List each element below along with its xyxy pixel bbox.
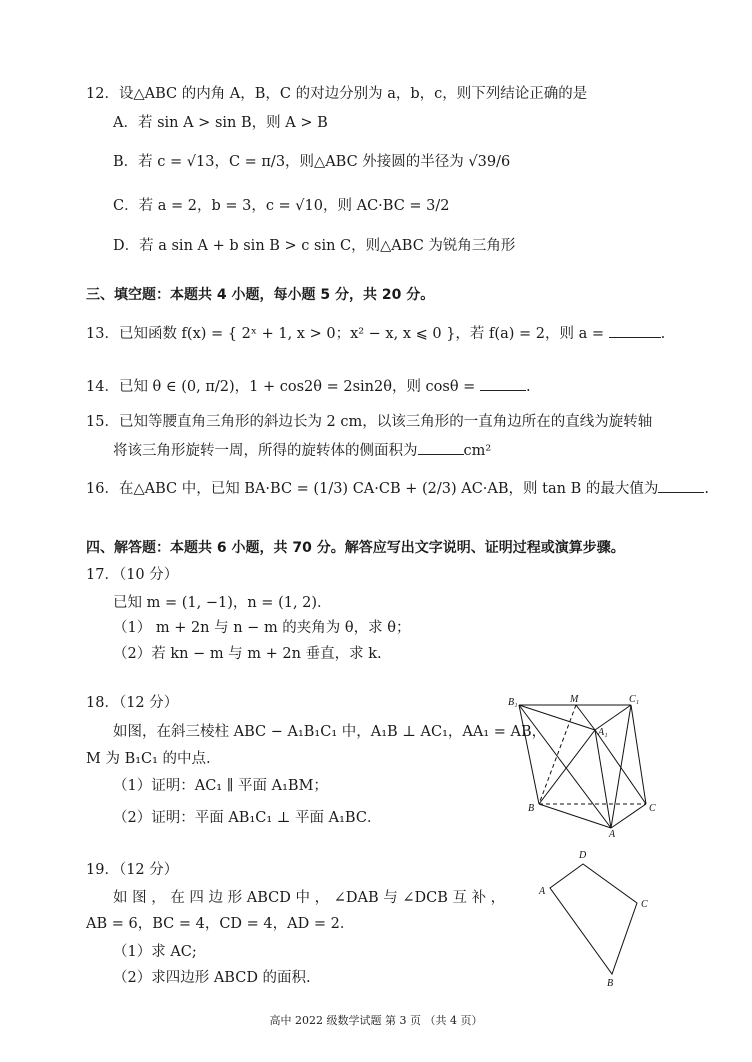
q14-end: . bbox=[525, 379, 531, 395]
q16 bbox=[86, 478, 709, 499]
q12-option-d: D．若 a sin A + b sin B > c sin C，则△ABC 为锐角三角形 bbox=[113, 238, 516, 254]
q19-part1: （1）求 AC; bbox=[113, 944, 197, 960]
q18-line1: 如图，在斜三棱柱 ABC − A₁B₁C₁ 中，A₁B ⊥ AC₁，AA₁ = AB， bbox=[113, 724, 547, 740]
section3-heading: 三、填空题：本题共 4 小题，每小题 5 分，共 20 分。 bbox=[86, 287, 435, 303]
quadrilateral-figure bbox=[535, 846, 660, 988]
q17-part1: （1） m + 2n 与 n − m 的夹角为 θ，求 θ； bbox=[113, 620, 411, 636]
q13 bbox=[86, 323, 665, 344]
q16-answer-blank[interactable] bbox=[658, 478, 704, 493]
q12-option-a: A．若 sin A > sin B，则 A > B bbox=[113, 115, 328, 131]
q17-title: 17．（10 分） bbox=[86, 567, 179, 583]
q19-line1: 如 图 ， 在 四 边 形 ABCD 中 ， ∠DAB 与 ∠DCB 互 补 ， bbox=[113, 890, 506, 906]
q15-unit: cm² bbox=[463, 443, 492, 459]
q15-answer-blank[interactable] bbox=[418, 440, 464, 455]
prism-label-a1: A₁ bbox=[598, 727, 608, 738]
q18-line2: M 为 B₁C₁ 的中点. bbox=[86, 751, 211, 767]
q13-text: 13．已知函数 f(x) = { 2ˣ + 1, x > 0；x² − x, x ⩽ 0 }，若 f(a) = 2，则 a = bbox=[86, 326, 604, 342]
q17-given: 已知 m = (1, −1)，n = (1, 2)． bbox=[113, 595, 332, 611]
prism-label-b: B bbox=[528, 803, 535, 814]
q19-part2: （2）求四边形 ABCD 的面积. bbox=[113, 970, 311, 986]
page-footer: 高中 2022 级数学试题 第 3 页 （共 4 页） bbox=[269, 1014, 483, 1027]
prism-label-m: M bbox=[570, 694, 579, 705]
q16-text: 16．在△ABC 中，已知 BA·BC = (1/3) CA·CB + (2/3) AC·AB，则 tan B 的最大值为 bbox=[86, 481, 659, 497]
prism-figure bbox=[505, 692, 665, 838]
q14-text: 14．已知 θ ∈ (0, π/2)，1 + cos2θ = 2sin2θ，则 cosθ = bbox=[86, 379, 476, 395]
q12-stem: 12．设△ABC 的内角 A，B，C 的对边分别为 a，b，c，则下列结论正确的是 bbox=[86, 86, 588, 102]
q17-part2: （2）若 kn − m 与 m + 2n 垂直，求 k. bbox=[113, 646, 382, 662]
q14 bbox=[86, 376, 531, 397]
q18-title: 18．（12 分） bbox=[86, 695, 179, 711]
quad-label-b: B bbox=[607, 978, 614, 988]
q18-part2: （2）证明：平面 AB₁C₁ ⊥ 平面 A₁BC． bbox=[113, 810, 382, 826]
section4-heading: 四、解答题：本题共 6 小题，共 70 分。解答应写出文字说明、证明过程或演算步骤。 bbox=[86, 540, 625, 556]
quad-label-d: D bbox=[579, 850, 587, 861]
quad-label-c: C bbox=[641, 899, 648, 910]
prism-label-a: A bbox=[609, 829, 616, 838]
prism-label-c1: C₁ bbox=[629, 694, 640, 705]
q15-text: 将该三角形旋转一周，所得的旋转体的侧面积为 bbox=[113, 443, 418, 459]
q16-end: . bbox=[704, 481, 709, 497]
q15-line1: 15．已知等腰直角三角形的斜边长为 2 cm，以该三角形的一直角边所在的直线为旋转轴 bbox=[86, 414, 653, 430]
prism-label-c: C bbox=[649, 803, 656, 814]
q13-answer-blank[interactable] bbox=[609, 323, 661, 338]
q19-line2: AB = 6，BC = 4，CD = 4，AD = 2． bbox=[86, 916, 355, 932]
q15-line2 bbox=[113, 440, 491, 461]
q19-title: 19．（12 分） bbox=[86, 862, 179, 878]
q12-option-c: C．若 a = 2，b = 3，c = √10，则 AC·BC = 3/2 bbox=[113, 198, 450, 214]
quad-label-a: A bbox=[539, 886, 546, 897]
q13-end: . bbox=[660, 326, 666, 342]
prism-label-b1: B₁ bbox=[508, 697, 518, 708]
q14-answer-blank[interactable] bbox=[480, 376, 526, 391]
q12-option-b: B．若 c = √13，C = π/3，则△ABC 外接圆的半径为 √39/6 bbox=[113, 154, 511, 170]
q18-part1: （1）证明：AC₁ ∥ 平面 A₁BM； bbox=[113, 778, 328, 794]
